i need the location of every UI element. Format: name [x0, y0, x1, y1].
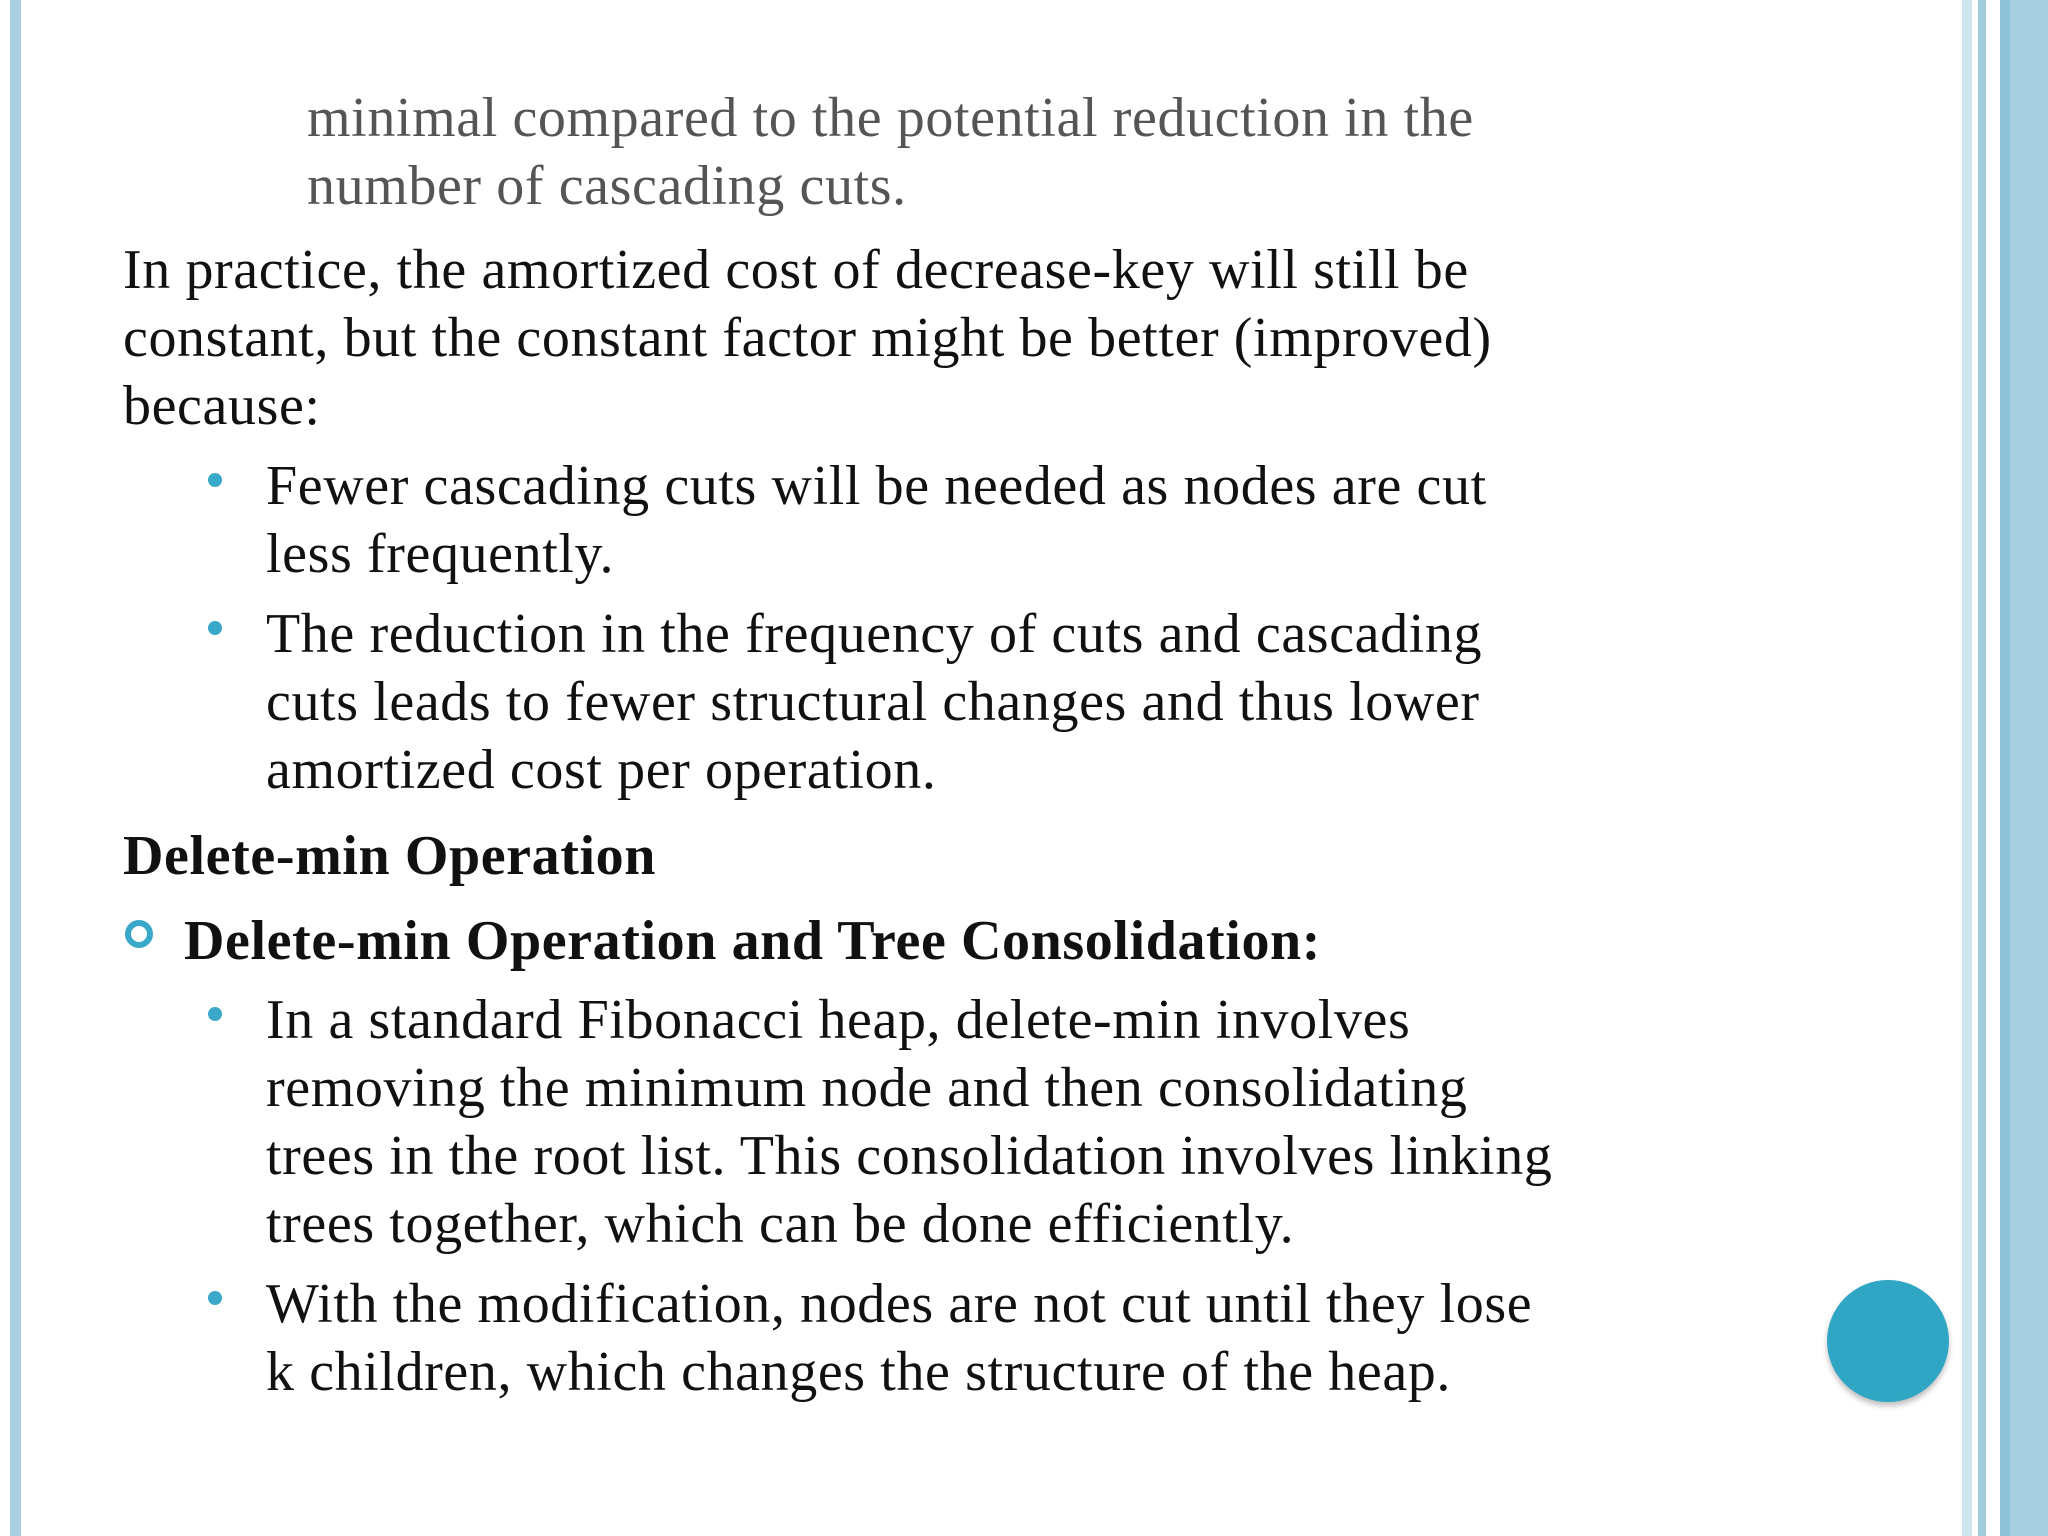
bullet-line: Fewer cascading cuts will be needed as nodes are cut	[266, 455, 1487, 517]
intro-line: minimal compared to the potential reduction in the	[307, 87, 1474, 149]
section-heading: Delete-min Operation	[123, 825, 656, 887]
stripe	[2010, 0, 2048, 1536]
dot-bullet-icon	[208, 621, 222, 635]
bullet-line: The reduction in the frequency of cuts and cascading	[266, 603, 1483, 665]
intro-line: number of cascading cuts.	[307, 155, 907, 217]
bullet-line: removing the minimum node and then consolidating	[266, 1057, 1468, 1119]
practice-line: In practice, the amortized cost of decrease-key will still be	[123, 239, 1469, 301]
dot-bullet-icon	[208, 473, 222, 487]
bullet-line: In a standard Fibonacci heap, delete-min involves	[266, 989, 1411, 1051]
bullet-line: k children, which changes the structure of the heap.	[266, 1341, 1451, 1403]
stripe	[1986, 0, 2000, 1536]
dot-bullet-icon	[208, 1007, 222, 1021]
ring-bullet-icon	[125, 920, 153, 948]
bullet-line: trees together, which can be done efficiently.	[266, 1193, 1295, 1255]
stripe	[1978, 0, 1986, 1536]
stripe	[2000, 0, 2010, 1536]
circle-decoration-icon	[1827, 1280, 1949, 1402]
bullet-line: cuts leads to fewer structural changes and thus lower	[266, 671, 1480, 733]
bullet-line: trees in the root list. This consolidation involves linking	[266, 1125, 1553, 1187]
bullet-line: less frequently.	[266, 523, 615, 585]
dot-bullet-icon	[208, 1291, 222, 1305]
stripe	[1962, 0, 1972, 1536]
practice-line: constant, but the constant factor might be better (improved)	[123, 307, 1492, 369]
right-decor-stripes	[1962, 0, 2048, 1536]
bullet-line: amortized cost per operation.	[266, 739, 937, 801]
bullet-line: With the modification, nodes are not cut until they lose	[266, 1273, 1533, 1335]
subheading: Delete-min Operation and Tree Consolidation:	[184, 910, 1322, 972]
practice-line: because:	[123, 375, 321, 437]
